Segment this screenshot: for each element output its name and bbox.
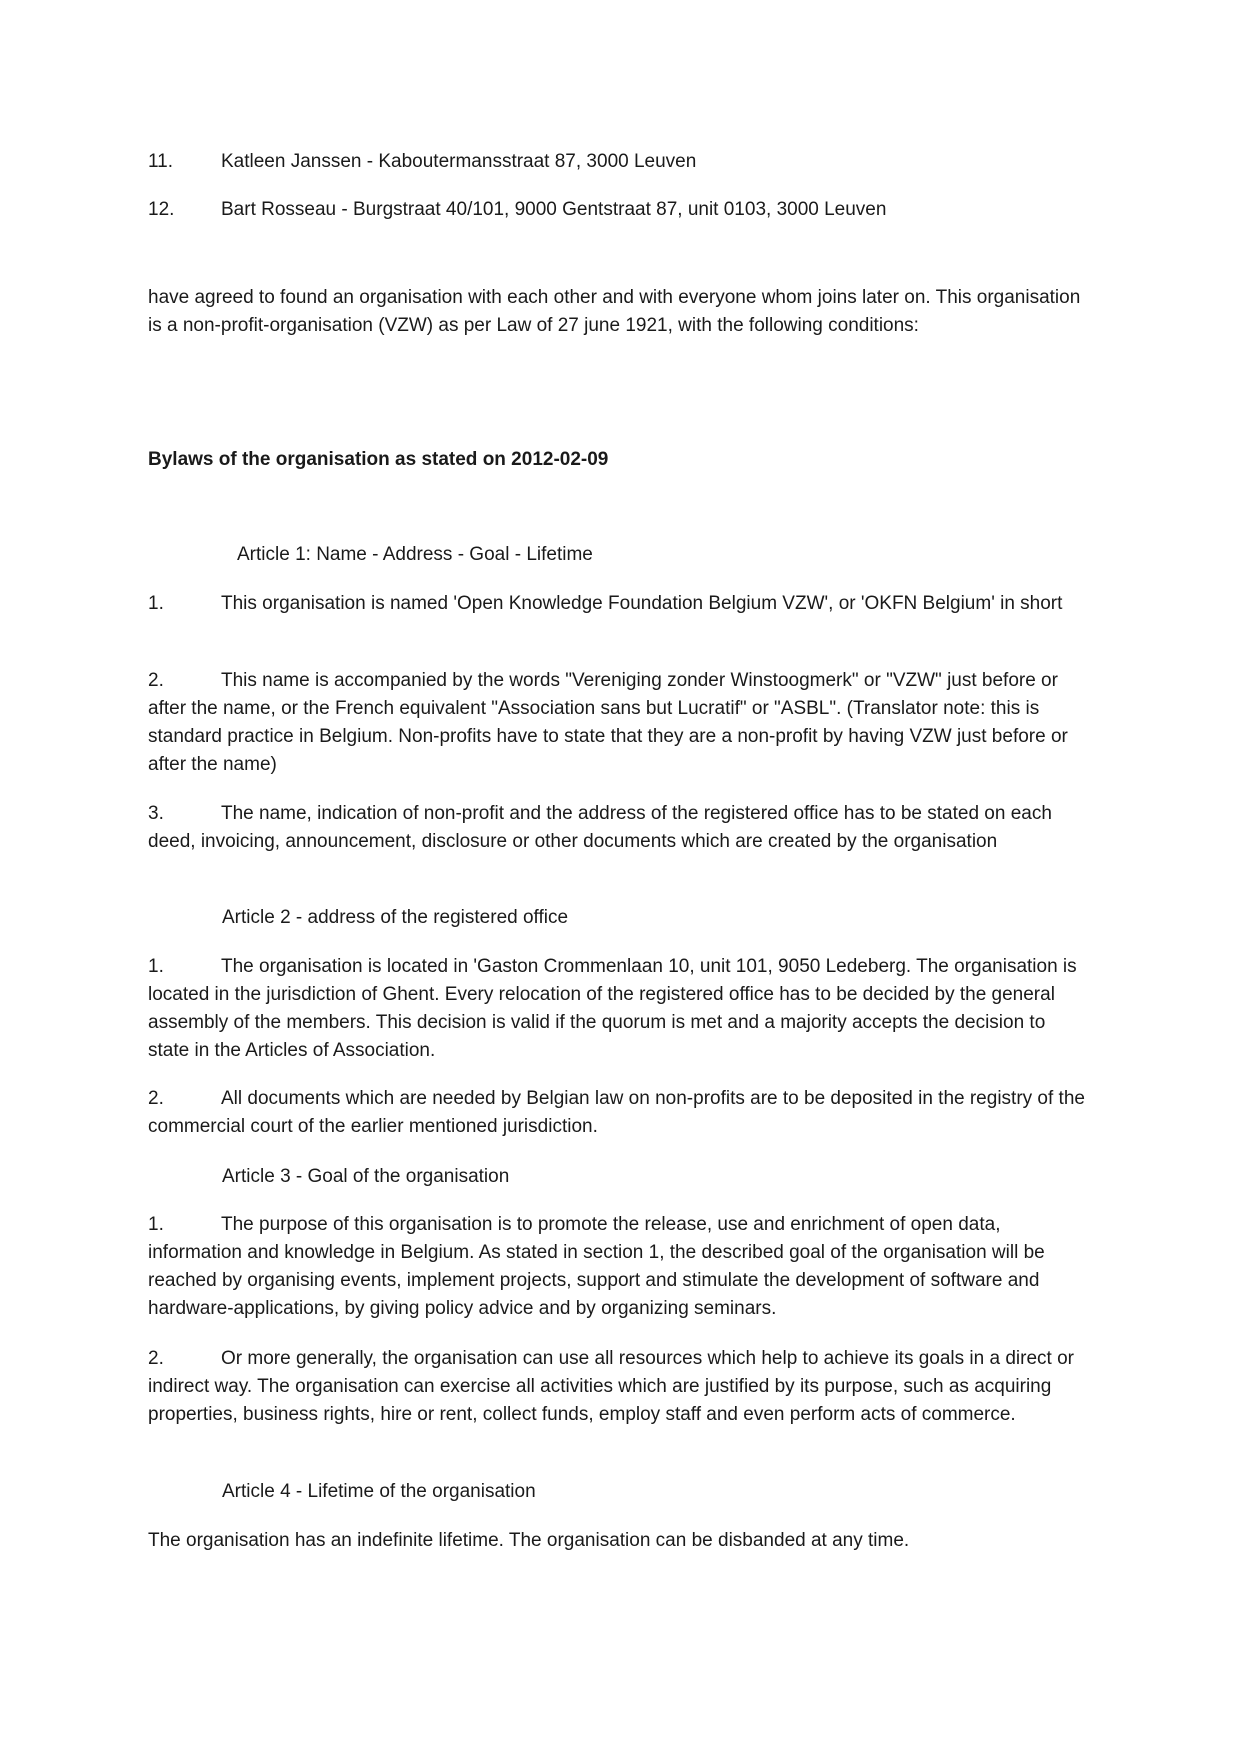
article-4-text: The organisation has an indefinite lifetime. The organisation can be disbanded at any time. bbox=[148, 1530, 910, 1551]
article-3-heading: Article 3 - Goal of the organisation bbox=[222, 1166, 510, 1187]
member-text: Katleen Janssen - Kaboutermansstraat 87, 3000 Leuven bbox=[221, 151, 697, 172]
item-number: 2. bbox=[148, 670, 164, 691]
article-2-item-1 bbox=[148, 953, 1091, 1065]
member-item bbox=[148, 196, 1091, 224]
article-2-item-2 bbox=[148, 1085, 1091, 1141]
member-number: 11. bbox=[148, 151, 174, 172]
member-number: 12. bbox=[148, 199, 175, 220]
item-number: 3. bbox=[148, 803, 164, 824]
bylaws-title: Bylaws of the organisation as stated on 2012-02-09 bbox=[148, 449, 609, 470]
item-number: 2. bbox=[148, 1088, 164, 1109]
item-text: Or more generally, the organisation can use all resources which help to achieve its goals in a direct or indirect way. The organisation can exercise all activities which are justified by its purpose, such as acquiring properties, business rights, hire or rent, collect funds, employ staff and even perform acts of commerce. bbox=[148, 1348, 1074, 1425]
item-text: The purpose of this organisation is to promote the release, use and enrichment of open data, information and knowledge in Belgium. As stated in section 1, the described goal of the organisation will be reached by organising events, implement projects, support and stimulate the development of software and hardware-applications, by giving policy advice and by organizing seminars. bbox=[148, 1214, 1045, 1319]
item-number: 2. bbox=[148, 1348, 164, 1369]
article-1-heading: Article 1: Name - Address - Goal - Lifetime bbox=[237, 544, 593, 565]
item-text: All documents which are needed by Belgian law on non-profits are to be deposited in the registry of the commercial court of the earlier mentioned jurisdiction. bbox=[148, 1088, 1085, 1137]
article-2-heading: Article 2 - address of the registered office bbox=[222, 907, 569, 928]
item-text: The name, indication of non-profit and the address of the registered office has to be stated on each deed, invoicing, announcement, disclosure or other documents which are created by the organisation bbox=[148, 803, 1052, 852]
item-number: 1. bbox=[148, 1214, 164, 1235]
item-text: This name is accompanied by the words "Vereniging zonder Winstoogmerk" or "VZW" just before or after the name, or the French equivalent "Association sans but Lucratif" or "ASBL". (Translator note: this is standard practice in Belgium. Non-profits have to state that they are a non-profit by having VZW just before or after the name) bbox=[148, 670, 1068, 775]
article-3-item-1 bbox=[148, 1211, 1091, 1323]
member-item bbox=[148, 148, 1091, 176]
member-text: Bart Rosseau - Burgstraat 40/101, 9000 Gentstraat 87, unit 0103, 3000 Leuven bbox=[221, 199, 887, 220]
item-text: This organisation is named 'Open Knowledge Foundation Belgium VZW', or 'OKFN Belgium' in short bbox=[221, 593, 1063, 614]
article-1-item-3 bbox=[148, 800, 1091, 856]
item-number: 1. bbox=[148, 593, 164, 614]
item-number: 1. bbox=[148, 956, 164, 977]
article-4-heading: Article 4 - Lifetime of the organisation bbox=[222, 1481, 536, 1502]
article-3-item-2 bbox=[148, 1345, 1091, 1429]
intro-paragraph: have agreed to found an organisation with each other and with everyone whom joins later on. This organisation is a non-profit-organisation (VZW) as per Law of 27 june 1921, with the following conditions: bbox=[148, 287, 1081, 336]
article-1-item-1 bbox=[148, 590, 1091, 618]
item-text: The organisation is located in 'Gaston Crommenlaan 10, unit 101, 9050 Ledeberg. The organisation is located in the jurisdiction of Ghent. Every relocation of the registered office has to be decided by the general assembly of the members. This decision is valid if the quorum is met and a majority accepts the decision to state in the Articles of Association. bbox=[148, 956, 1077, 1061]
article-1-item-2 bbox=[148, 667, 1091, 779]
